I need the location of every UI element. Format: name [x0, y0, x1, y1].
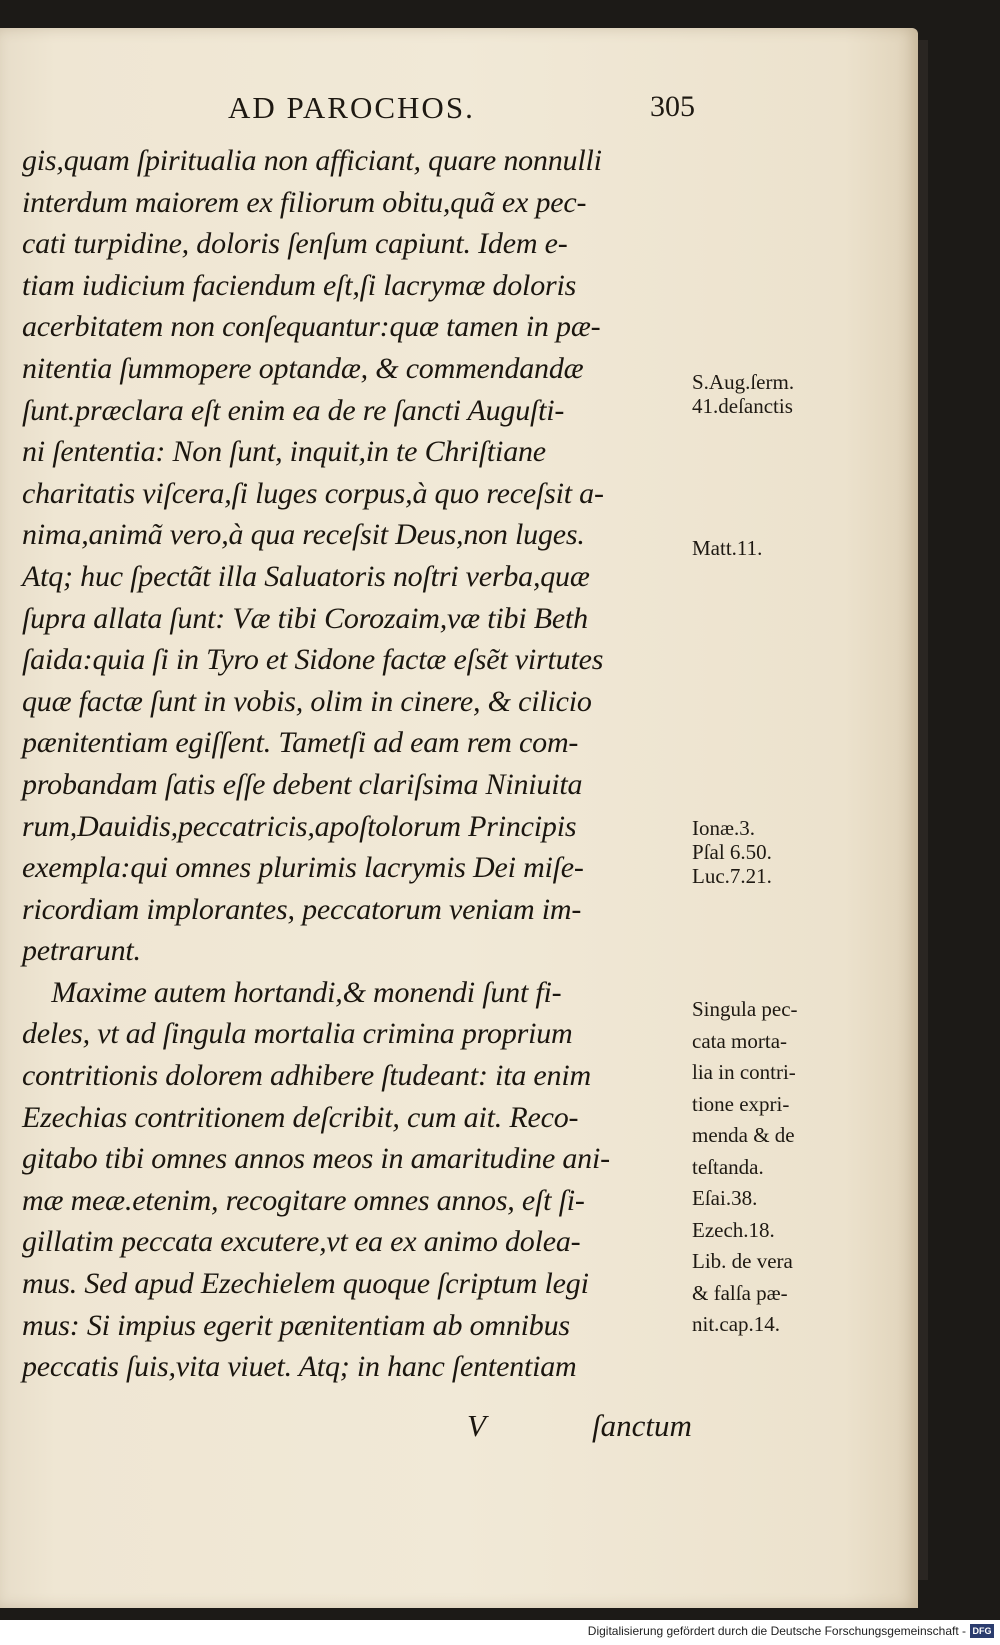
text-line: petrarunt. — [22, 934, 141, 968]
text-line: ſaida:quia ſi in Tyro et Sidone factæ eſsẽt virtutes — [22, 643, 604, 677]
text-line: gillatim peccata excutere,vt ea ex animo dolea- — [22, 1225, 581, 1259]
margin-note-line: Luc.7.21. — [692, 864, 772, 888]
margin-note-matthew — [692, 536, 842, 560]
text-line: charitatis viſcera,ſi luges corpus,à quo receſsit a- — [22, 476, 604, 510]
funding-notice: Digitalisierung gefördert durch die Deutsche Forschungsgemeinschaft - — [587, 1624, 966, 1638]
margin-note-singula — [692, 994, 842, 1341]
text-line: deles, vt ad ſingula mortalia crimina proprium — [22, 1017, 573, 1051]
catchword-line — [22, 1408, 692, 1452]
body-text — [22, 140, 692, 1388]
text-line: ni ſententia: Non ſunt, inquit,in te Chriſtiane — [22, 435, 546, 469]
text-line: ſupra allata ſunt: Væ tibi Corozaim,væ tibi Beth — [22, 601, 588, 635]
margin-note-line: & falſa pæ- — [692, 1280, 788, 1305]
text-line: nima,animã vero,à qua receſsit Deus,non luges. — [22, 518, 585, 552]
signature-mark: V — [467, 1408, 486, 1443]
running-head: AD PAROCHOS. — [228, 90, 475, 125]
margin-note-line: S.Aug.ſerm. — [692, 370, 795, 394]
text-line: peccatis ſuis,vita viuet. Atq; in hanc ſententiam — [22, 1350, 577, 1384]
margin-note-line: cata morta- — [692, 1028, 788, 1053]
footer — [0, 1620, 1000, 1645]
text-line: nitentia ſummopere optandæ, & commendandæ — [22, 351, 584, 385]
text-line: gitabo tibi omnes annos meos in amaritudine ani- — [22, 1142, 610, 1176]
text-line: Ezechias contritionem deſcribit, cum ait. Reco- — [22, 1100, 579, 1134]
margin-note-ionae — [692, 816, 842, 888]
page-edge — [918, 40, 928, 1580]
catchword: ſanctum — [592, 1408, 692, 1443]
margin-note-line: Ionæ.3. — [692, 816, 755, 840]
text-line: interdum maiorem ex filiorum obitu,quã ex pec- — [22, 185, 587, 219]
text-line: ricordiam implorantes, peccatorum veniam im- — [22, 892, 582, 926]
text-line: Maxime autem hortandi,& monendi ſunt fi- — [22, 975, 562, 1009]
margin-note-line: 41.deſanctis — [692, 394, 793, 418]
text-line: Atq; huc ſpectãt illa Saluatoris noſtri verba,quæ — [22, 559, 590, 593]
text-line: mus. Sed apud Ezechielem quoque ſcriptum legi — [22, 1267, 589, 1301]
text-line: tiam iudicium faciendum eſt,ſi lacrymæ doloris — [22, 268, 577, 302]
text-line: rum,Dauidis,peccatricis,apoſtolorum Principis — [22, 809, 577, 843]
text-line: probandam ſatis eſſe debent clariſsima Niniuita — [22, 767, 583, 801]
text-line: contritionis dolorem adhibere ſtudeant: ita enim — [22, 1059, 591, 1093]
text-line: mæ meæ.etenim, recogitare omnes annos, eſt ſi- — [22, 1183, 585, 1217]
book-page — [0, 28, 918, 1608]
page-number: 305 — [650, 90, 695, 123]
margin-note-line: tione expri- — [692, 1091, 790, 1116]
margin-note-line: teſtanda. — [692, 1154, 764, 1179]
margin-note-line: Eſai.38. — [692, 1186, 758, 1210]
text-line: pænitentiam egiſſent. Tametſi ad eam rem com- — [22, 726, 579, 760]
margin-note-line: Lib. de vera — [692, 1249, 793, 1273]
text-line: mus: Si impius egerit pænitentiam ab omnibus — [22, 1308, 570, 1342]
margin-note-line: Matt.11. — [692, 536, 763, 560]
margin-note-line: Ezech.18. — [692, 1217, 775, 1242]
text-line: exempla:qui omnes plurimis lacrymis Dei miſe- — [22, 851, 584, 885]
text-line: gis,quam ſpiritualia non afficiant, quare nonnulli — [22, 144, 602, 177]
margin-note-line: Pſal 6.50. — [692, 840, 772, 864]
text-line: cati turpidine, doloris ſenſum capiunt. Idem e- — [22, 227, 568, 261]
dfg-logo: DFG — [970, 1624, 994, 1638]
text-line: ſunt.præclara eſt enim ea de re ſancti Auguſti- — [22, 393, 565, 427]
margin-note-line: nit.cap.14. — [692, 1312, 781, 1336]
margin-note-augustine — [692, 370, 842, 418]
text-line: acerbitatem non conſequantur:quæ tamen in pæ- — [22, 310, 601, 344]
margin-note-line: menda & de — [692, 1123, 795, 1147]
margin-note-line: lia in contri- — [692, 1060, 796, 1084]
margin-note-line: Singula pec- — [692, 997, 798, 1021]
text-line: quæ factæ ſunt in vobis, olim in cinere, & cilicio — [22, 684, 592, 718]
